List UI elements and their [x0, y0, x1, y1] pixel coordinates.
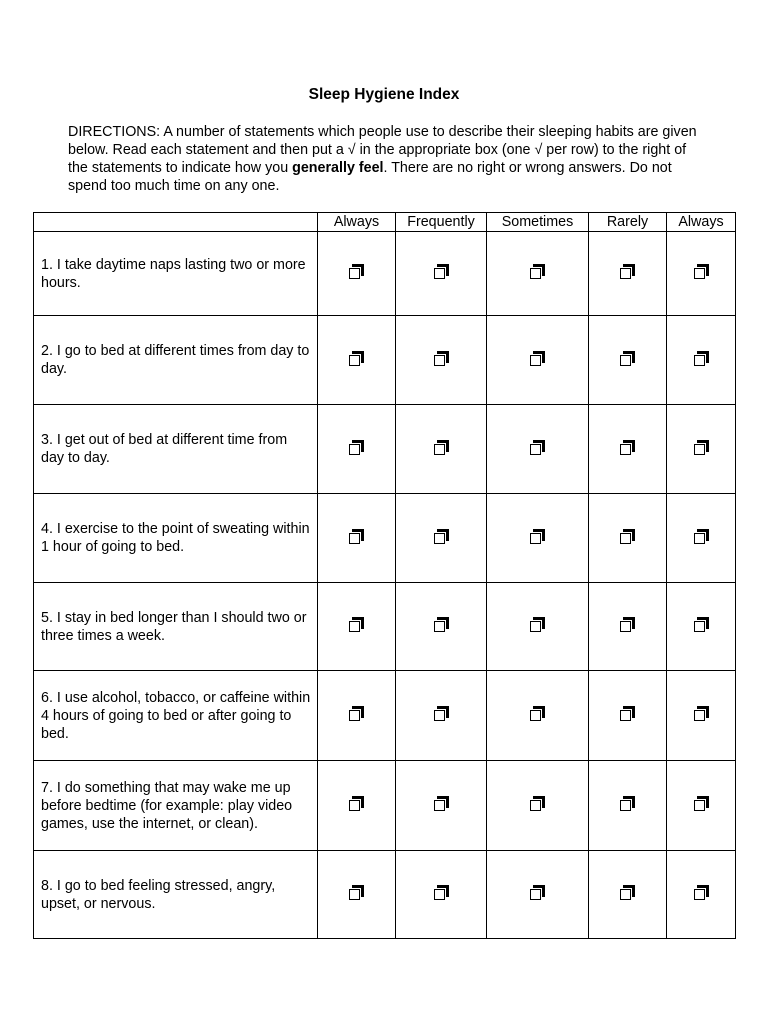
checkbox-icon[interactable] [530, 706, 545, 721]
column-header: Frequently [396, 213, 487, 232]
checkbox-icon[interactable] [620, 617, 635, 632]
statement-text: 4. I exercise to the point of sweating within 1 hour of going to bed. [34, 494, 318, 583]
column-header: Rarely [589, 213, 667, 232]
statement-row [34, 232, 736, 316]
checkbox-cell [318, 583, 396, 671]
checkbox-cell [487, 671, 589, 761]
checkbox-cell [589, 851, 667, 939]
header-row [34, 213, 736, 232]
checkbox-icon[interactable] [530, 529, 545, 544]
checkbox-cell [396, 671, 487, 761]
checkbox-cell [589, 671, 667, 761]
statement-row [34, 583, 736, 671]
checkbox-cell [396, 405, 487, 494]
checkbox-icon[interactable] [620, 264, 635, 279]
page-title: Sleep Hygiene Index [308, 86, 460, 103]
statement-text: 1. I take daytime naps lasting two or more hours. [34, 232, 318, 316]
response-table [33, 212, 736, 939]
checkbox-icon[interactable] [694, 351, 709, 366]
checkbox-cell [487, 761, 589, 851]
checkbox-cell [396, 583, 487, 671]
header-blank [34, 213, 318, 232]
checkbox-icon[interactable] [694, 885, 709, 900]
checkbox-cell [318, 851, 396, 939]
checkbox-icon[interactable] [434, 351, 449, 366]
checkbox-icon[interactable] [349, 617, 364, 632]
checkbox-cell [667, 232, 736, 316]
statement-row [34, 761, 736, 851]
checkbox-icon[interactable] [530, 617, 545, 632]
directions-part2: . There are no right or wrong answers. Do not spend too much time on any one. [68, 160, 672, 194]
checkbox-icon[interactable] [620, 796, 635, 811]
checkbox-cell [396, 851, 487, 939]
checkbox-icon[interactable] [694, 529, 709, 544]
checkbox-cell [396, 761, 487, 851]
checkbox-cell [487, 583, 589, 671]
checkbox-cell [318, 232, 396, 316]
checkbox-icon[interactable] [434, 529, 449, 544]
checkbox-cell [667, 851, 736, 939]
directions-part1: DIRECTIONS: A number of statements which people use to describe their sleeping habits are given below. Read each statement and then put a √ in the appropriate box (one √ per row) to the right of the statements to indicate how you [68, 124, 697, 176]
checkbox-cell [589, 232, 667, 316]
checkbox-icon[interactable] [349, 264, 364, 279]
checkbox-icon[interactable] [349, 885, 364, 900]
checkbox-icon[interactable] [694, 617, 709, 632]
column-header: Sometimes [487, 213, 589, 232]
checkbox-icon[interactable] [349, 351, 364, 366]
checkbox-cell [396, 316, 487, 405]
checkbox-cell [487, 316, 589, 405]
checkbox-icon[interactable] [434, 440, 449, 455]
checkbox-icon[interactable] [530, 264, 545, 279]
checkbox-cell [487, 851, 589, 939]
checkbox-cell [667, 405, 736, 494]
checkbox-cell [318, 405, 396, 494]
statement-text: 8. I go to bed feeling stressed, angry, upset, or nervous. [34, 851, 318, 939]
directions-emphasis: generally feel [292, 160, 384, 176]
checkbox-cell [318, 316, 396, 405]
statement-row [34, 494, 736, 583]
checkbox-cell [667, 583, 736, 671]
statement-row [34, 405, 736, 494]
checkbox-icon[interactable] [434, 706, 449, 721]
checkbox-cell [589, 761, 667, 851]
checkbox-cell [318, 761, 396, 851]
checkbox-icon[interactable] [349, 440, 364, 455]
checkbox-icon[interactable] [530, 885, 545, 900]
checkbox-cell [487, 494, 589, 583]
checkbox-cell [396, 494, 487, 583]
checkbox-icon[interactable] [620, 351, 635, 366]
checkbox-icon[interactable] [694, 440, 709, 455]
checkbox-icon[interactable] [530, 796, 545, 811]
checkbox-cell [667, 671, 736, 761]
checkbox-icon[interactable] [530, 351, 545, 366]
column-header: Always [318, 213, 396, 232]
statement-row [34, 671, 736, 761]
directions-text [68, 123, 708, 195]
statement-text: 7. I do something that may wake me up before bedtime (for example: play video games, use the internet, or clean). [34, 761, 318, 851]
column-header: Always [667, 213, 736, 232]
checkbox-icon[interactable] [530, 440, 545, 455]
checkbox-icon[interactable] [694, 706, 709, 721]
checkbox-cell [667, 761, 736, 851]
checkbox-cell [589, 494, 667, 583]
statement-text: 2. I go to bed at different times from day to day. [34, 316, 318, 405]
checkbox-icon[interactable] [349, 796, 364, 811]
checkbox-icon[interactable] [434, 796, 449, 811]
checkbox-cell [487, 405, 589, 494]
statement-text: 6. I use alcohol, tobacco, or caffeine within 4 hours of going to bed or after going to bed. [34, 671, 318, 761]
checkbox-cell [589, 316, 667, 405]
checkbox-cell [396, 232, 487, 316]
checkbox-cell [667, 494, 736, 583]
checkbox-icon[interactable] [620, 529, 635, 544]
statement-text: 3. I get out of bed at different time from day to day. [34, 405, 318, 494]
checkbox-icon[interactable] [434, 885, 449, 900]
checkbox-cell [589, 405, 667, 494]
checkbox-icon[interactable] [434, 264, 449, 279]
checkbox-cell [318, 494, 396, 583]
checkbox-icon[interactable] [620, 885, 635, 900]
statement-row [34, 316, 736, 405]
statement-text: 5. I stay in bed longer than I should two or three times a week. [34, 583, 318, 671]
checkbox-cell [667, 316, 736, 405]
checkbox-icon[interactable] [694, 796, 709, 811]
statement-row [34, 851, 736, 939]
checkbox-cell [318, 671, 396, 761]
checkbox-icon[interactable] [620, 440, 635, 455]
checkbox-icon[interactable] [434, 617, 449, 632]
checkbox-icon[interactable] [349, 529, 364, 544]
checkbox-cell [487, 232, 589, 316]
checkbox-cell [589, 583, 667, 671]
checkbox-icon[interactable] [694, 264, 709, 279]
checkbox-icon[interactable] [620, 706, 635, 721]
checkbox-icon[interactable] [349, 706, 364, 721]
